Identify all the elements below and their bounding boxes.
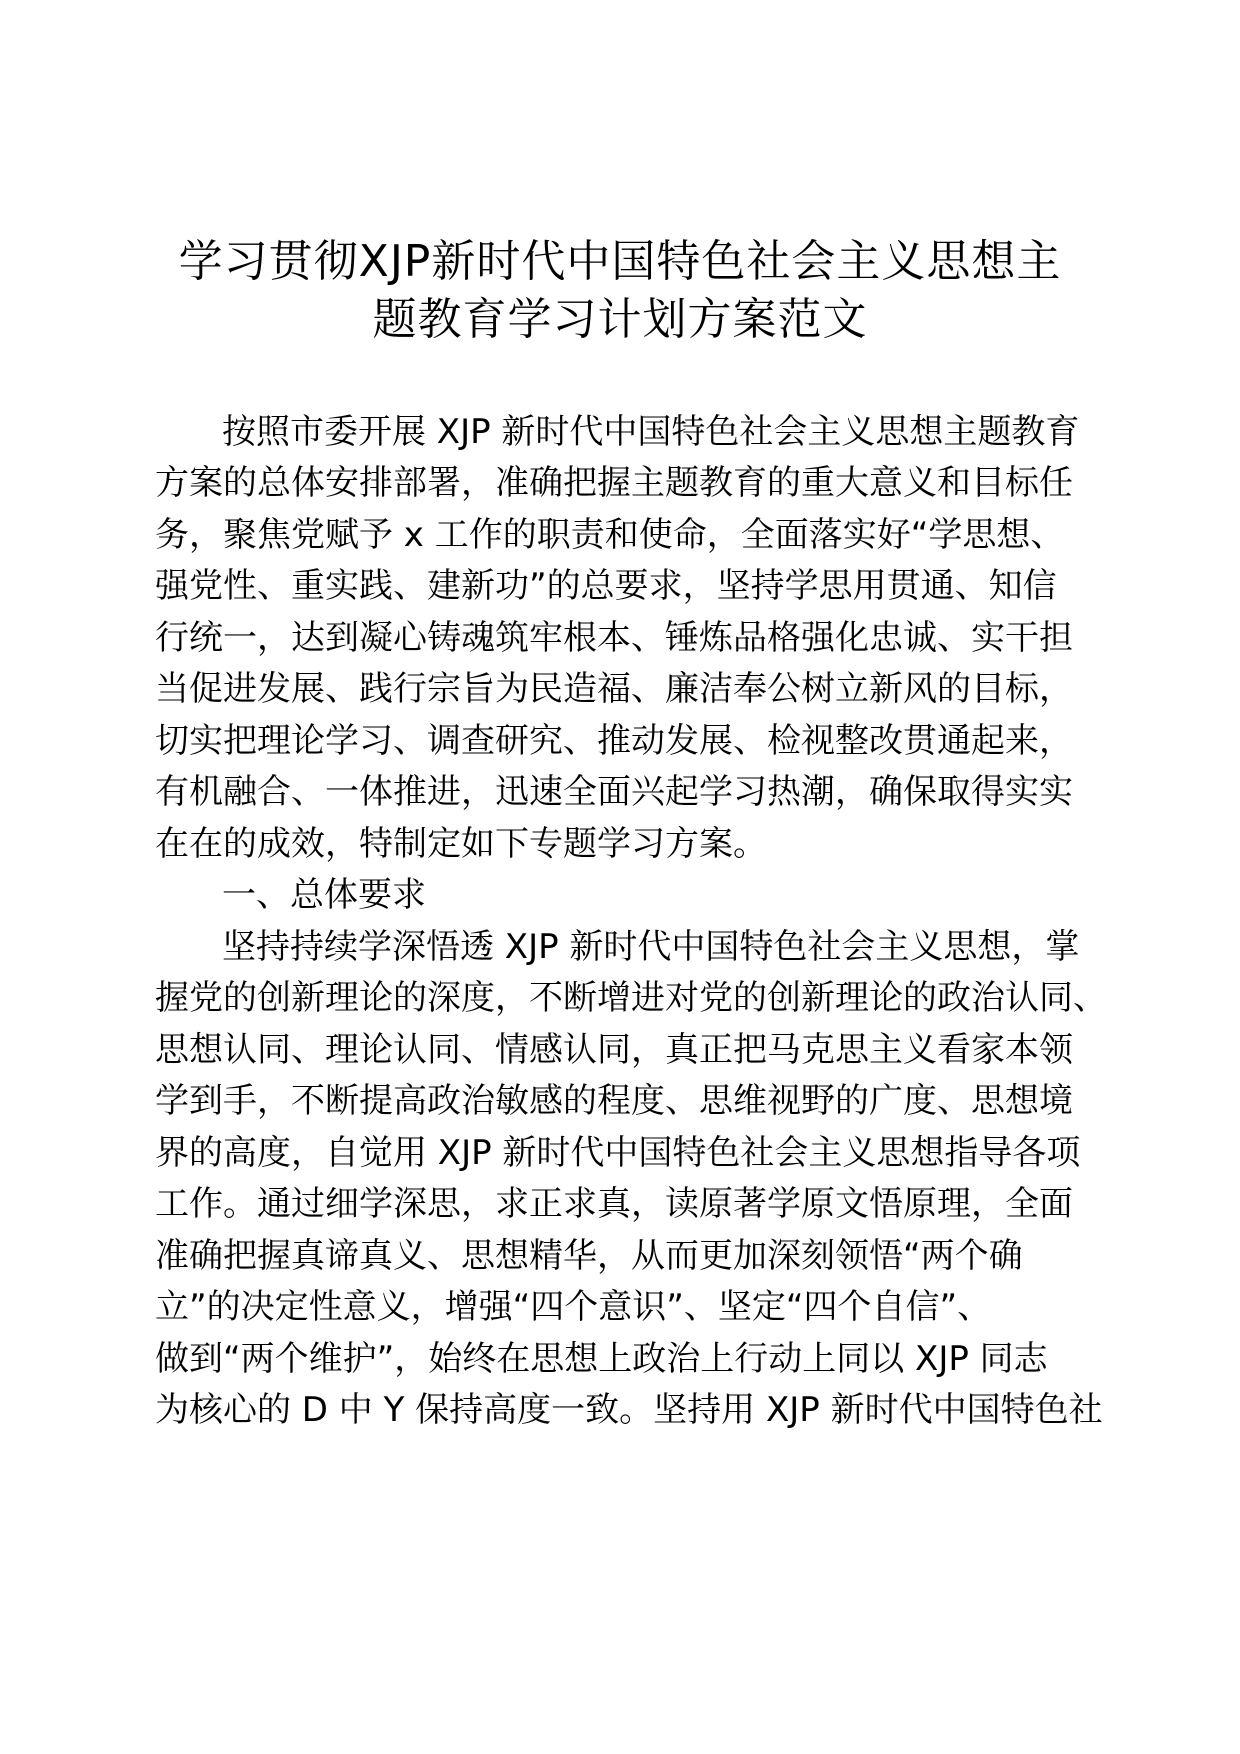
body-line-3: 务，聚焦党赋予 x 工作的职责和使命，全面落实好“学思想、: [155, 515, 1065, 555]
body-line-5: 行统一，达到凝心铸魂筑牢根本、锤炼品格强化忠诚、实干担: [155, 618, 1073, 658]
body-line-16: 工作。通过细学深思，求正求真，读原著学原文悟原理，全面: [155, 1184, 1073, 1224]
body-line-7: 切实把理论学习、调查研究、推动发展、检视整改贯通起来，: [155, 721, 1073, 761]
document-title-line-2: 题教育学习计划方案范文: [372, 294, 868, 345]
body-line-20: 为核心的 D 中 Y 保持高度一致。坚持用 XJP 新时代中国特色社: [155, 1390, 1103, 1430]
body-line-17: 准确把握真谛真义、思想精华，从而更加深刻领悟“两个确: [155, 1236, 1023, 1276]
body-line-2: 方案的总体安排部署，准确把握主题教育的重大意义和目标任: [155, 463, 1073, 503]
body-line-14: 学到手，不断提高政治敏感的程度、思维视野的广度、思想境: [155, 1081, 1073, 1121]
body-line-9: 在在的成效，特制定如下专题学习方案。: [155, 824, 767, 864]
body-line-6: 当促进发展、践行宗旨为民造福、廉洁奉公树立新风的目标，: [155, 669, 1073, 709]
body-line-1: 按照市委开展 XJP 新时代中国特色社会主义思想主题教育: [222, 412, 1080, 452]
section-heading-1: 一、总体要求: [222, 875, 426, 915]
body-line-13: 思想认同、理论认同、情感认同，真正把马克思主义看家本领: [155, 1030, 1073, 1070]
body-line-15: 界的高度，自觉用 XJP 新时代中国特色社会主义思想指导各项: [155, 1133, 1081, 1173]
document-title-line-1: 学习贯彻XJP新时代中国特色社会主义思想主: [178, 236, 1062, 287]
body-line-11: 坚持持续学深悟透 XJP 新时代中国特色社会主义思想，掌: [222, 927, 1080, 967]
body-line-19: 做到“两个维护”，始终在思想上政治上行动上同以 XJP 同志: [155, 1339, 1048, 1379]
body-line-4: 强党性、重实践、建新功”的总要求，坚持学思用贯通、知信: [155, 566, 1057, 606]
body-line-8: 有机融合、一体推进，迅速全面兴起学习热潮，确保取得实实: [155, 772, 1073, 812]
body-line-12: 握党的创新理论的深度，不断增进对党的创新理论的政治认同、: [155, 978, 1107, 1018]
body-line-18: 立”的决定性意义，增强“四个意识”、坚定“四个自信”、: [155, 1287, 992, 1327]
